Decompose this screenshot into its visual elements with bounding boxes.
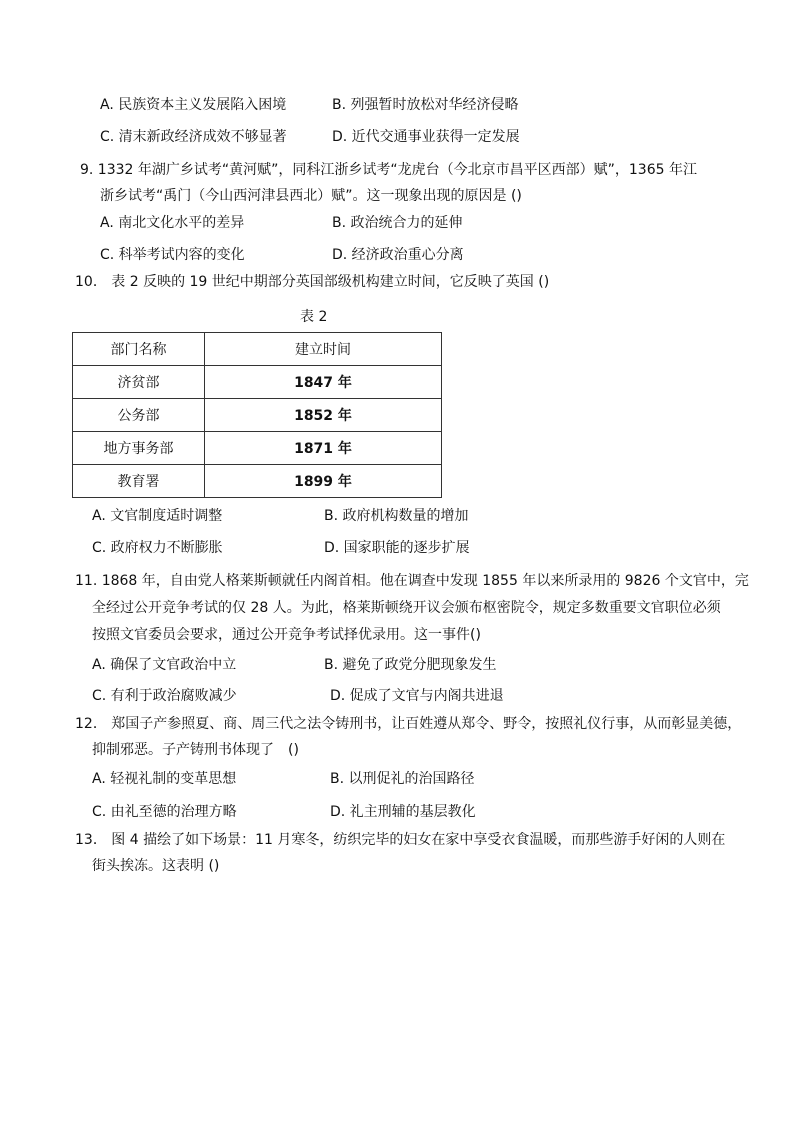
q10-stem: 10． 表 2 反映的 19 世纪中期部分英国部级机构建立时间，它反映了英国 () bbox=[75, 274, 550, 290]
q11-option-c: C. 有利于政治腐败减少 bbox=[92, 688, 237, 704]
q12-option-d: D. 礼主刑辅的基层教化 bbox=[330, 804, 476, 820]
q12-stem-line2: 抑制邪恶。子产铸刑书体现了 () bbox=[92, 742, 299, 758]
table-header-cell: 建立时间 bbox=[205, 333, 442, 366]
q10-option-a: A. 文官制度适时调整 bbox=[92, 508, 223, 524]
table-row bbox=[73, 399, 442, 432]
table-header-row bbox=[73, 333, 442, 366]
q12-option-c: C. 由礼至德的治理方略 bbox=[92, 804, 237, 820]
table-cell-year: 1852 年 bbox=[205, 399, 442, 432]
q11-stem-line1: 11. 1868 年，自由党人格莱斯顿就任内阁首相。他在调查中发现 1855 年以来所录用的 9826 个文官中，完 bbox=[75, 573, 749, 589]
q8-option-d: D. 近代交通事业获得一定发展 bbox=[332, 129, 520, 145]
table-cell-year: 1899 年 bbox=[205, 465, 442, 498]
table-cell-department: 教育署 bbox=[73, 465, 205, 498]
q9-stem-line1: 9. 1332 年湖广乡试考“黄河赋”，同科江浙乡试考“龙虎台（今北京市昌平区西部）赋”，1365 年江 bbox=[80, 162, 697, 178]
q8-option-c: C. 清末新政经济成效不够显著 bbox=[100, 129, 287, 145]
table-row bbox=[73, 432, 442, 465]
q10-option-d: D. 国家职能的逐步扩展 bbox=[324, 540, 470, 556]
q12-stem-line1: 12． 郑国子产参照夏、商、周三代之法令铸刑书，让百姓遵从郑令、野令，按照礼仪行事，从而彰显美德， bbox=[75, 716, 742, 732]
q12-option-b: B. 以刑促礼的治国路径 bbox=[330, 771, 475, 787]
q11-stem-line3: 按照文官委员会要求，通过公开竞争考试择优录用。这一事件() bbox=[92, 627, 481, 643]
table-caption: 表 2 bbox=[300, 309, 328, 325]
table-cell-department: 公务部 bbox=[73, 399, 205, 432]
q12-option-a: A. 轻视礼制的变革思想 bbox=[92, 771, 237, 787]
q8-option-a: A. 民族资本主义发展陷入困境 bbox=[100, 97, 287, 113]
q11-option-a: A. 确保了文官政治中立 bbox=[92, 657, 237, 673]
q8-option-b: B. 列强暂时放松对华经济侵略 bbox=[332, 97, 519, 113]
q11-option-b: B. 避免了政党分肥现象发生 bbox=[324, 657, 497, 673]
q10-option-b: B. 政府机构数量的增加 bbox=[324, 508, 469, 524]
table-row bbox=[73, 465, 442, 498]
q13-stem-line2: 街头挨冻。这表明 () bbox=[92, 858, 220, 874]
table-cell-year: 1871 年 bbox=[205, 432, 442, 465]
table-cell-department: 济贫部 bbox=[73, 366, 205, 399]
q13-stem-line1: 13． 图 4 描绘了如下场景：11 月寒冬，纺织完毕的妇女在家中享受衣食温暖，而那些游手好闲的人则在 bbox=[75, 832, 726, 848]
q9-stem-line2: 浙乡试考“禹门（今山西河津县西北）赋”。这一现象出现的原因是 () bbox=[100, 188, 522, 204]
q9-option-c: C. 科举考试内容的变化 bbox=[100, 247, 245, 263]
q9-option-b: B. 政治统合力的延伸 bbox=[332, 215, 463, 231]
q10-option-c: C. 政府权力不断膨胀 bbox=[92, 540, 223, 556]
q11-stem-line2: 全经过公开竞争考试的仅 28 人。为此，格莱斯顿绕开议会颁布枢密院令，规定多数重要文官职位必须 bbox=[92, 600, 721, 616]
table-cell-department: 地方事务部 bbox=[73, 432, 205, 465]
q11-option-d: D. 促成了文官与内阁共进退 bbox=[330, 688, 504, 704]
department-table bbox=[72, 332, 442, 498]
table-row bbox=[73, 366, 442, 399]
table-cell-year: 1847 年 bbox=[205, 366, 442, 399]
q9-option-a: A. 南北文化水平的差异 bbox=[100, 215, 245, 231]
q9-option-d: D. 经济政治重心分离 bbox=[332, 247, 464, 263]
table-header-cell: 部门名称 bbox=[73, 333, 205, 366]
